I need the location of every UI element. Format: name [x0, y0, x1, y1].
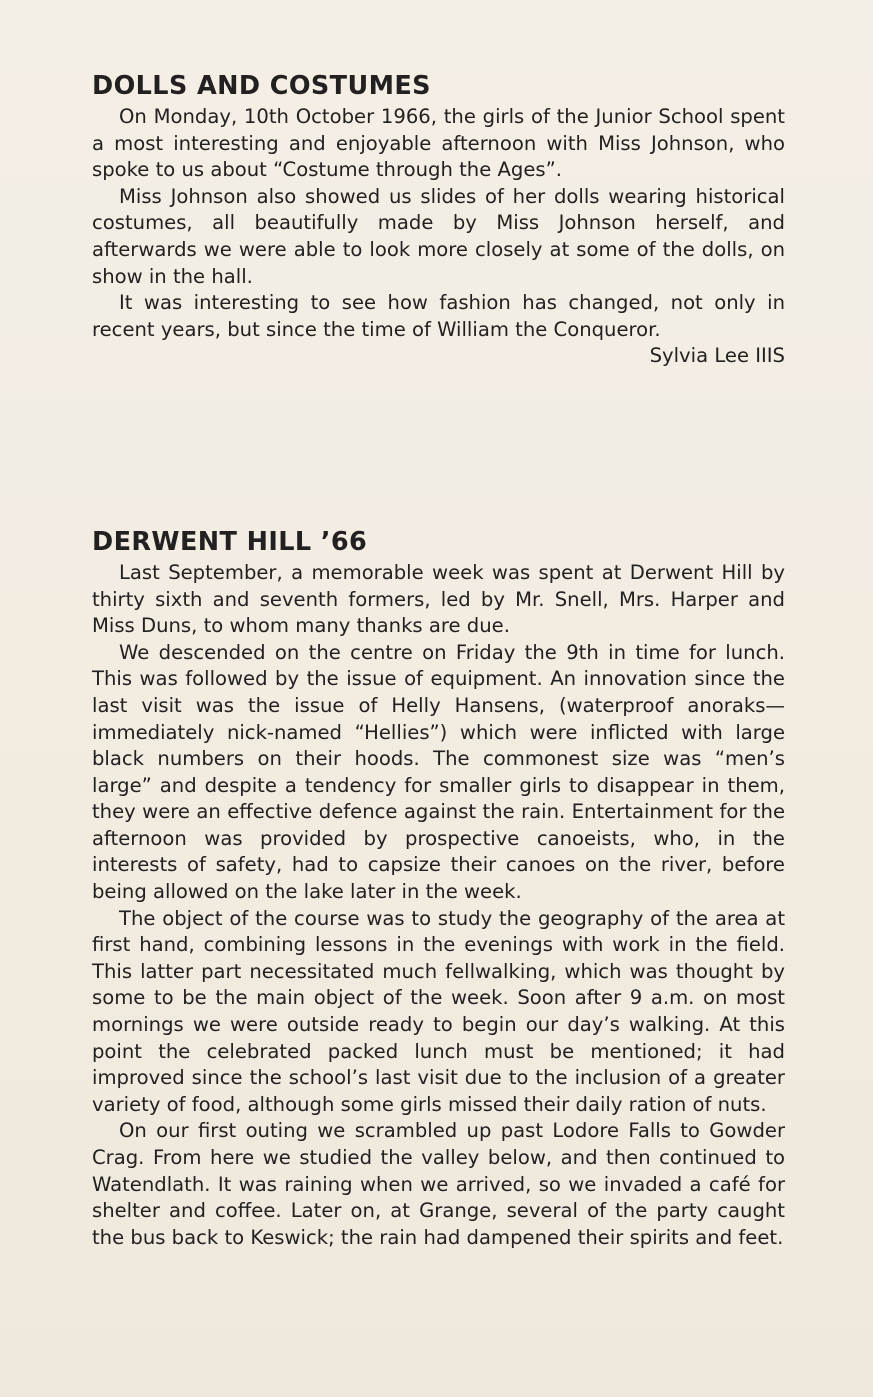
- article-author: Sylvia Lee IIIS: [649, 344, 785, 368]
- article-paragraph: We descended on the centre on Friday the 9th in time for lunch. This was followed by the issue of equipment. An innovation since the last visit was the issue of Helly Hansens, (waterproof anoraks—immediately nick-named “Hellies”) which were inflicted with large black numbers on their hoods. The commonest size was “men’s large” and despite a tendency for smaller girls to disappear in them, they were an effective defence against the rain. Entertainment for the afternoon was provided by prospective canoeists, who, in the interests of safety, had to capsize their canoes on the river, before being allowed on the lake later in the week.: [92, 640, 785, 904]
- article-paragraph: Last September, a memorable week was spent at Derwent Hill by thirty sixth and seventh formers, led by Mr. Snell, Mrs. Harper and Miss Duns, to whom many thanks are due.: [92, 560, 785, 638]
- article-paragraph: The object of the course was to study the geography of the area at first hand, combining lessons in the evenings with work in the field. This latter part necessitated much fellwalking, which was thought by some to be the main object of the week. Soon after 9 a.m. on most mornings we were outside ready to begin our day’s walking. At this point the celebrated packed lunch must be mentioned; it had improved since the school’s last visit due to the inclusion of a greater variety of food, although some girls missed their daily ration of nuts.: [92, 906, 785, 1116]
- article-paragraph: On our first outing we scrambled up past Lodore Falls to Gowder Crag. From here we studied the valley below, and then continued to Watendlath. It was raining when we arrived, so we invaded a café for shelter and coffee. Later on, at Grange, several of the party caught the bus back to Keswick; the rain had dampened their spirits and feet.: [92, 1119, 785, 1249]
- article-paragraph: Miss Johnson also showed us slides of her dolls wearing historical costumes, all beautifully made by Miss Johnson herself, and afterwards we were able to look more closely at some of the dolls, on show in the hall.: [92, 184, 785, 288]
- article-heading: DERWENT HILL ’66: [92, 526, 368, 557]
- article-paragraph: It was interesting to see how fashion has changed, not only in recent years, but since the time of William the Conqueror.: [92, 291, 785, 341]
- article-paragraph: On Monday, 10th October 1966, the girls of the Junior School spent a most interesting and enjoyable afternoon with Miss Johnson, who spoke to us about “Costume through the Ages”.: [92, 105, 785, 182]
- article-heading: DOLLS AND COSTUMES: [92, 71, 431, 101]
- article-derwent-hill: [92, 526, 785, 1251]
- article-dolls-and-costumes: [92, 70, 785, 370]
